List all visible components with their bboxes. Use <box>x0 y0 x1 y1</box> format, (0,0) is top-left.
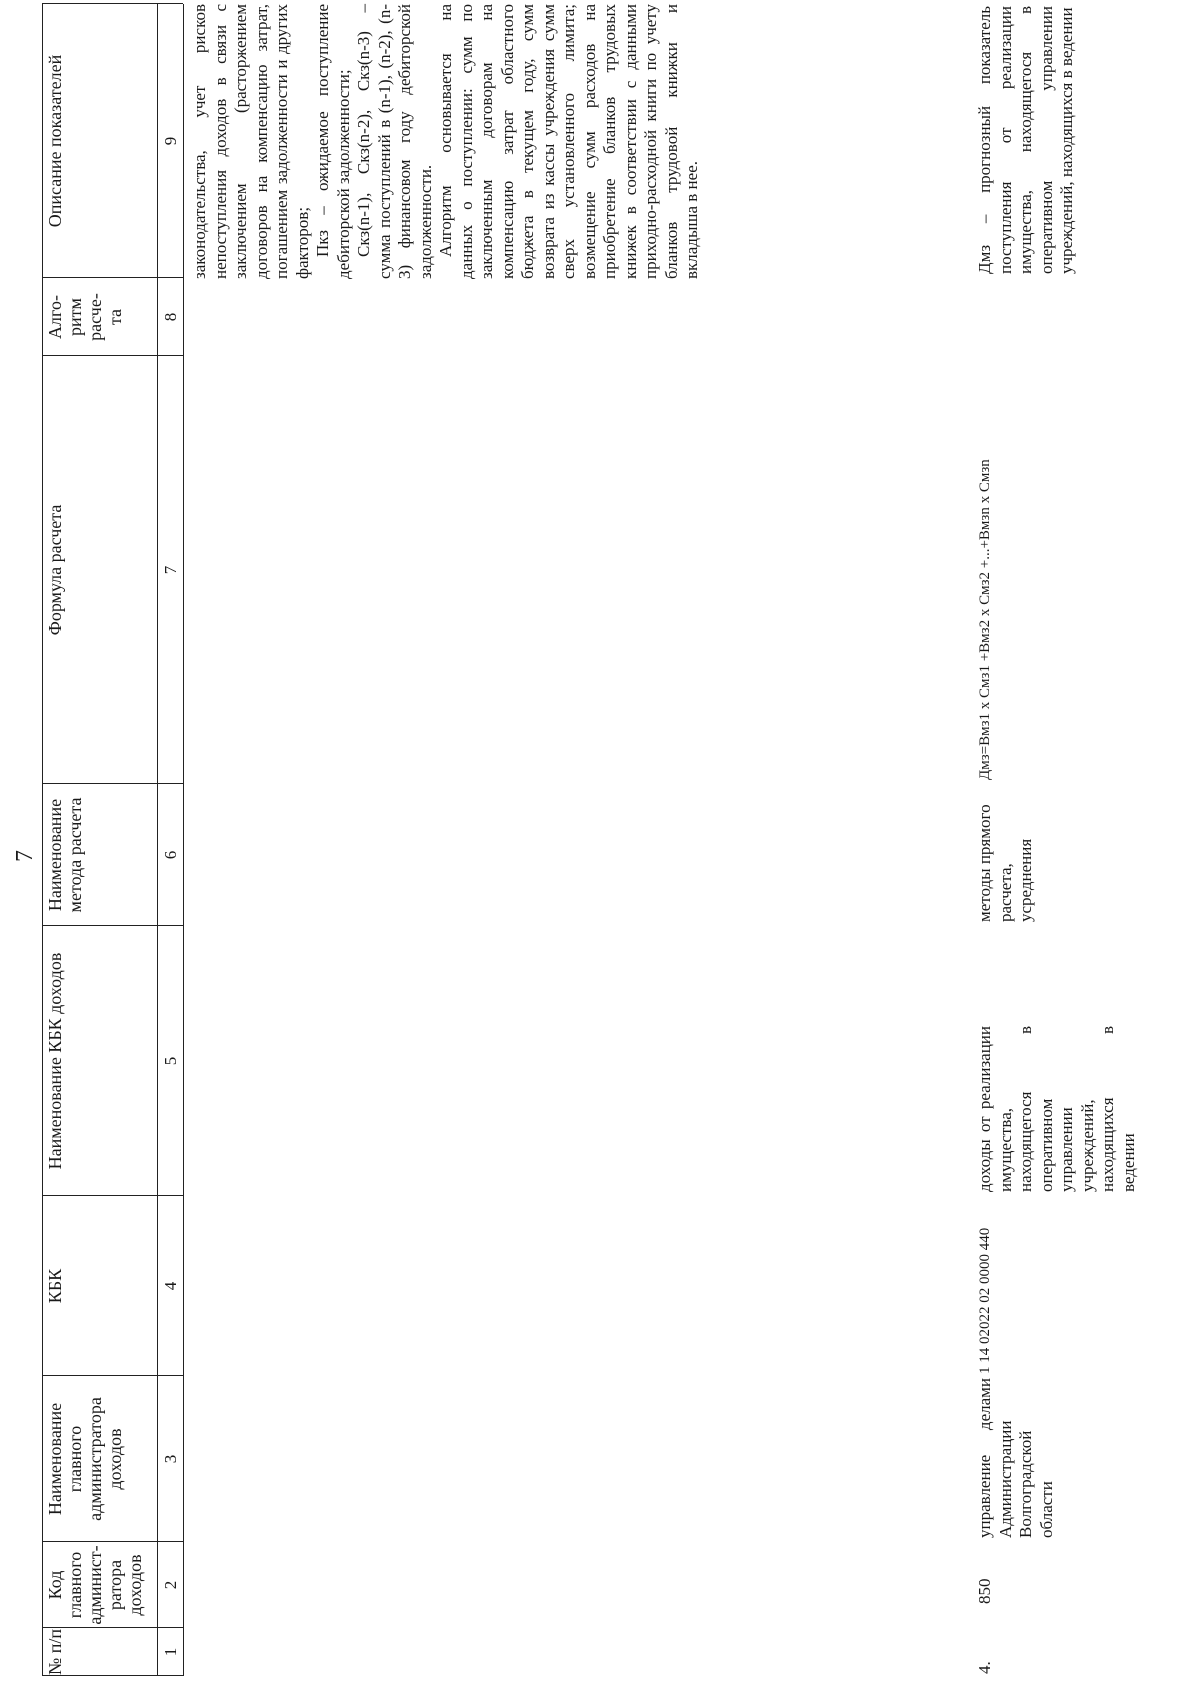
continued-description <box>190 4 703 279</box>
column-number: 6 <box>161 850 180 860</box>
continued-paragraph: Алгоритм основывается на данных о поступлении: сумм по заключенным договорам на компенсацию затрат областного бюджета в текущем году, сумм возврата из кассы учреждения сумм сверх установленного лимита; возмещение сумм расходов на приобретение бланков трудовых книжек в соответствии с данными приходно-расходной книги по учету бланков трудовой книжки и вкладыша в нее. <box>436 4 701 279</box>
column-number: 7 <box>161 565 180 575</box>
column-number: 1 <box>161 1647 180 1657</box>
continued-paragraph: Скз(n-1), Скз(n-2), Скз(n-3) – сумма поступлений в (n-1), (n-2), (n-3) финансовом году дебиторской задолженности. <box>354 4 435 279</box>
header-algorithm: Алго-ритм расче-та <box>45 293 125 341</box>
header-admin-code: Код главного админист-ратора доходов <box>45 1545 145 1625</box>
row-description: Дмз – прогнозный показатель поступления от реализации имущества, находящегося в оперативном управлении учреждений, находящихся в ведении <box>975 6 1076 274</box>
header-kbk: КБК <box>45 1268 65 1304</box>
row-kbk: 1 14 02022 02 0000 440 <box>977 1227 993 1374</box>
table-top-border <box>42 4 43 1676</box>
column-number: 3 <box>161 1454 180 1464</box>
header-divider <box>157 4 158 1676</box>
header-description: Описание показателей <box>45 54 65 228</box>
column-number: 4 <box>161 1281 180 1291</box>
row-number: 4. <box>975 1661 994 1674</box>
row-method: методы прямого расчета, усреднения <box>975 804 1035 922</box>
header-row-number: № п/п <box>45 1629 65 1675</box>
column-number: 9 <box>161 136 180 146</box>
row-admin-code: 850 <box>975 1578 994 1604</box>
row-kbk-name: доходы от реализации имущества, находящегося в оперативном управлении учреждений, находящихся в ведении <box>975 1026 1138 1192</box>
row-formula: Дмз=Вмз1 х Смз1 +Вмз2 х Смз2 +...+Вмзn х Смзn <box>977 459 993 780</box>
header-method: Наименование метода расчета <box>45 797 85 913</box>
header-kbk-name: Наименование КБК доходов <box>45 952 65 1170</box>
page-number: 7 <box>12 850 38 862</box>
continued-paragraph: Пкз – ожидаемое поступление дебиторской задолженности; <box>313 4 353 279</box>
row-admin-name: управление делами Администрации Волгоградской области <box>975 1378 1056 1538</box>
header-admin-name: Наименование главного администратора доходов <box>45 1397 125 1521</box>
column-number: 5 <box>161 1056 180 1066</box>
continued-paragraph: законодательства, учет рисков непоступления доходов в связи с заключением (расторжением договоров на компенсацию затрат, погашением задолженности и других факторов; <box>190 4 312 279</box>
column-number: 8 <box>161 312 180 322</box>
column-number-divider <box>183 4 184 1676</box>
column-number: 2 <box>161 1580 180 1590</box>
header-formula: Формула расчета <box>45 504 65 636</box>
